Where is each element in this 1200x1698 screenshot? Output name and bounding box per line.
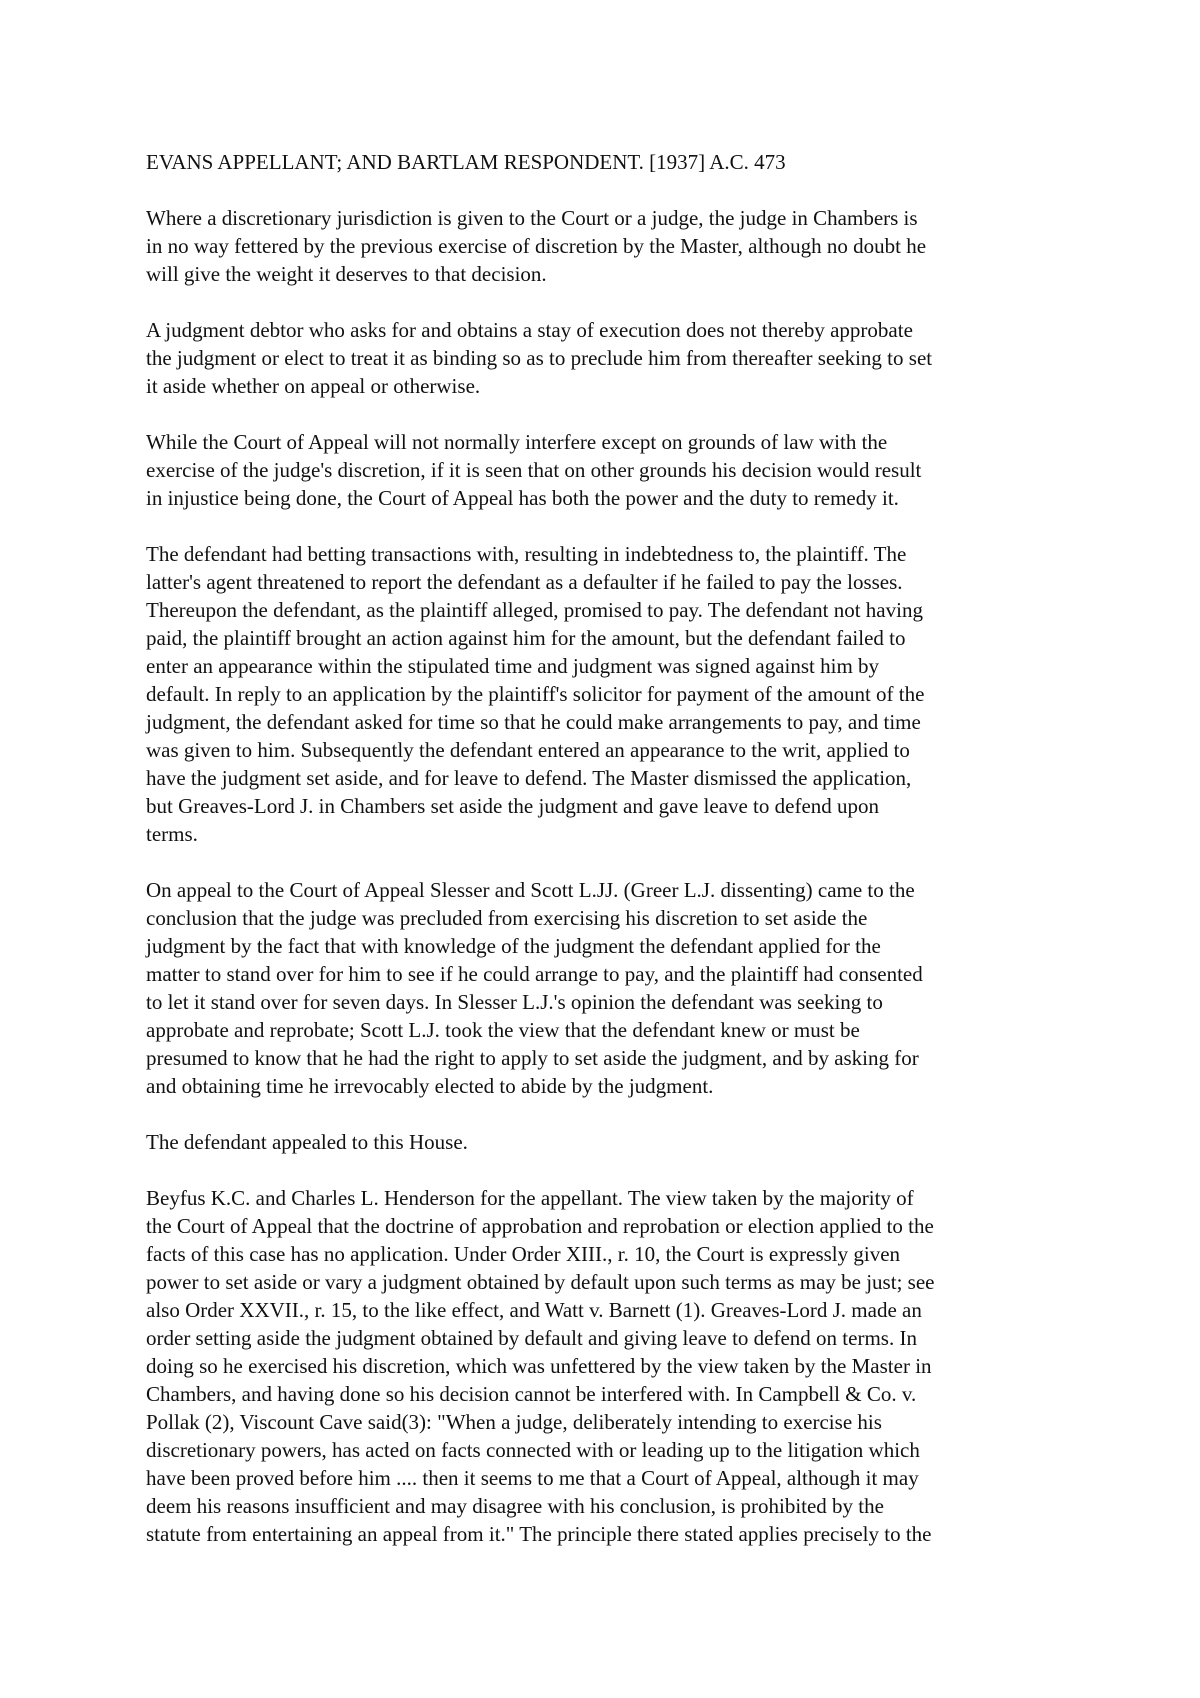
argument-paragraph: Beyfus K.C. and Charles L. Henderson for the appellant. The view taken by the majority of the Court of Appeal that the doctrine of approbation and reprobation or election applied to the facts of this case has no application. Under Order XIII., r. 10, the Court is expressly given power to set aside or vary a judgment obtained by default upon such terms as may be just; see also Order XXVII., r. 15, to the like effect, and Watt v. Barnett (1). Greaves-Lord J. made an order setting aside the judgment obtained by default and giving leave to defend on terms. In doing so he exercised his discretion, which was unfettered by the view taken by the Master in Chambers, and having done so his decision cannot be interfered with. In Campbell & Co. v. Pollak (2), Viscount Cave said(3): "When a judge, deliberately intending to exercise his discretionary powers, has acted on facts connected with or leading up to the litigation which have been proved before him .... then it seems to me that a Court of Appeal, although it may deem his reasons insufficient and may disagree with his conclusion, is prohibited by the statute from entertaining an appeal from it." The principle there stated applies precisely to the xyxy=(146,1186,935,1546)
appeal-paragraph: The defendant appealed to this House. xyxy=(146,1130,468,1154)
document-body xyxy=(146,148,1066,1576)
headnote-paragraph-1: Where a discretionary jurisdiction is given to the Court or a judge, the judge in Chambers is in no way fettered by the previous exercise of discretion by the Master, although no doubt he will give the weight it deserves to that decision. xyxy=(146,206,927,286)
headnote-paragraph-2: A judgment debtor who asks for and obtains a stay of execution does not thereby approbate the judgment or elect to treat it as binding so as to preclude him from thereafter seeking to set it aside whether on appeal or otherwise. xyxy=(146,318,933,398)
case-title: EVANS APPELLANT; AND BARTLAM RESPONDENT. [1937] A.C. 473 xyxy=(146,150,786,174)
headnote-paragraph-3: While the Court of Appeal will not normally interfere except on grounds of law with the exercise of the judge's discretion, if it is seen that on other grounds his decision would result in injustice being done, the Court of Appeal has both the power and the duty to remedy it. xyxy=(146,430,922,510)
court-of-appeal-paragraph: On appeal to the Court of Appeal Slesser and Scott L.JJ. (Greer L.J. dissenting) came to the conclusion that the judge was precluded from exercising his discretion to set aside the judgment by the fact that with knowledge of the judgment the defendant applied for the matter to stand over for him to see if he could arrange to pay, and the plaintiff had consented to let it stand over for seven days. In Slesser L.J.'s opinion the defendant was seeking to approbate and reprobate; Scott L.J. took the view that the defendant knew or must be presumed to know that he had the right to apply to set aside the judgment, and by asking for and obtaining time he irrevocably elected to abide by the judgment. xyxy=(146,878,923,1098)
facts-paragraph: The defendant had betting transactions with, resulting in indebtedness to, the plaintiff. The latter's agent threatened to report the defendant as a defaulter if he failed to pay the losses. Thereupon the defendant, as the plaintiff alleged, promised to pay. The defendant not having paid, the plaintiff brought an action against him for the amount, but the defendant failed to enter an appearance within the stipulated time and judgment was signed against him by default. In reply to an application by the plaintiff's solicitor for payment of the amount of the judgment, the defendant asked for time so that he could make arrangements to pay, and time was given to him. Subsequently the defendant entered an appearance to the writ, applied to have the judgment set aside, and for leave to defend. The Master dismissed the application, but Greaves-Lord J. in Chambers set aside the judgment and gave leave to defend upon terms. xyxy=(146,542,925,846)
